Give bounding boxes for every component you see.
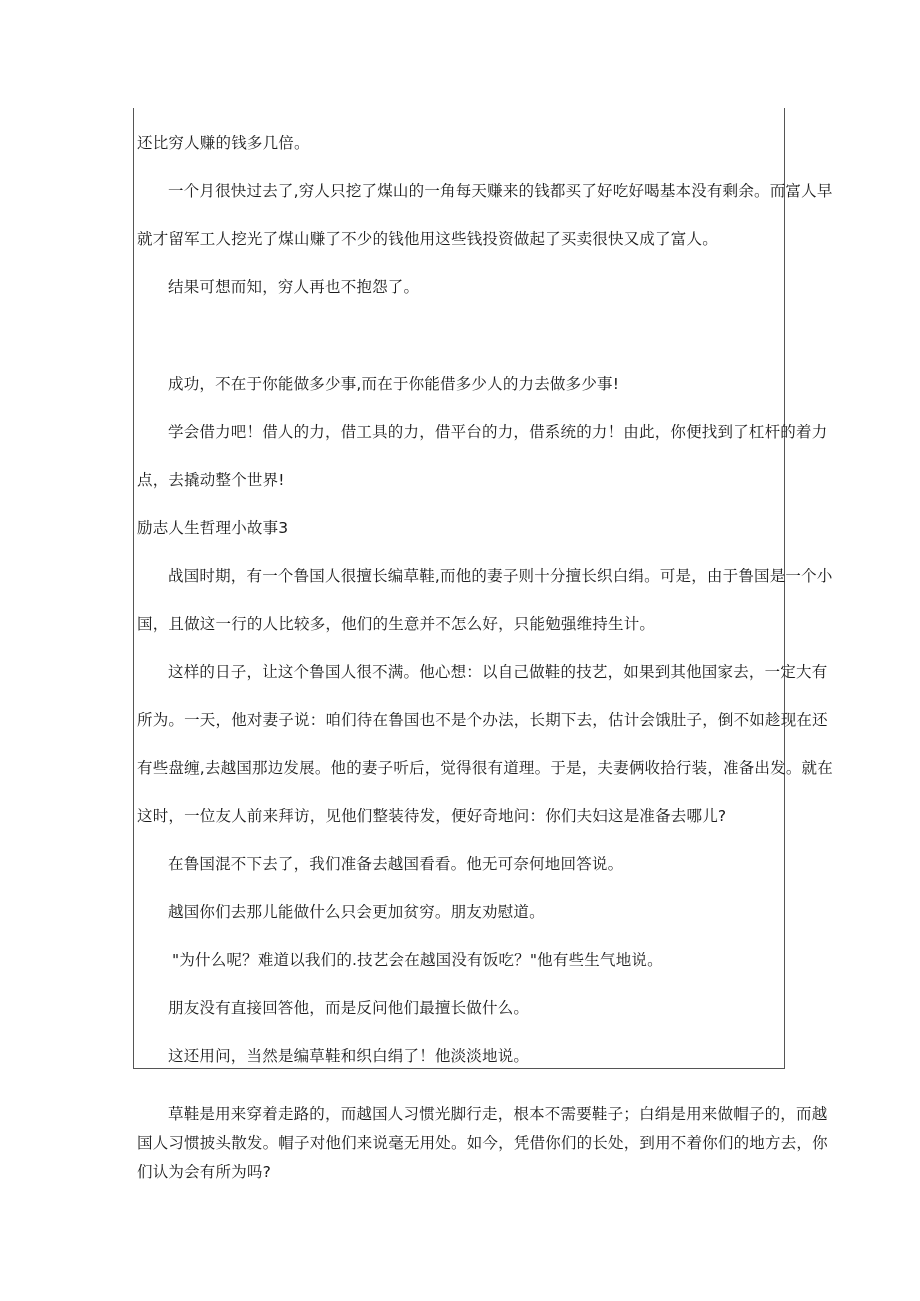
paragraph-line: 朋友没有直接回答他，而是反问他们最擅长做什么。 — [168, 999, 530, 1017]
paragraph-line: 这样的日子，让这个鲁国人很不满。他心想：以自己做鞋的技艺，如果到其他国家去，一定大有 — [168, 663, 828, 681]
table-cell-border — [133, 108, 785, 1069]
paragraph-line: 战国时期，有一个鲁国人很擅长编草鞋,而他的妻子则十分擅长织白绢。可是，由于鲁国是一个小 — [168, 567, 833, 585]
paragraph-line: "为什么呢？难道以我们的.技艺会在越国没有饭吃？"他有些生气地说。 — [172, 951, 663, 969]
paragraph-line: 就才留军工人挖光了煤山赚了不少的钱他用这些钱投资做起了买卖很快又成了富人。 — [137, 230, 718, 248]
paragraph-line: 在鲁国混不下去了，我们准备去越国看看。他无可奈何地回答说。 — [168, 855, 624, 873]
paragraph-line: 国人习惯披头散发。帽子对他们来说毫无用处。如今，凭借你们的长处，到用不着你们的地方去，你 — [137, 1134, 828, 1152]
paragraph-line: 们认为会有所为吗? — [137, 1163, 272, 1181]
paragraph-line: 一个月很快过去了,穷人只挖了煤山的一角每天赚来的钱都买了好吃好喝基本没有剩余。而富人早 — [168, 182, 833, 200]
paragraph-line: 还比穷人赚的钱多几倍。 — [137, 134, 310, 152]
paragraph-line: 有些盘缠,去越国那边发展。他的妻子听后，觉得很有道理。于是，夫妻俩收拾行装，准备出发。就在 — [137, 759, 833, 777]
paragraph-line: 学会借力吧！借人的力，借工具的力，借平台的力，借系统的力！由此，你便找到了杠杆的着力 — [168, 423, 828, 441]
section-heading: 励志人生哲理小故事3 — [137, 519, 289, 537]
paragraph-line: 国，且做这一行的人比较多，他们的生意并不怎么好，只能勉强维持生计。 — [137, 615, 656, 633]
paragraph-line: 结果可想而知，穷人再也不抱怨了。 — [168, 278, 420, 296]
paragraph-line: 草鞋是用来穿着走路的，而越国人习惯光脚行走，根本不需要鞋子；白绢是用来做帽子的，而越 — [168, 1105, 828, 1123]
paragraph-line: 所为。一天，他对妻子说：咱们待在鲁国也不是个办法，长期下去，估计会饿肚子，倒不如趁现在还 — [137, 711, 828, 729]
paragraph-line: 点，去撬动整个世界! — [137, 471, 285, 489]
paragraph-line: 越国你们去那儿能做什么只会更加贫穷。朋友劝慰道。 — [168, 903, 545, 921]
paragraph-line: 成功，不在于你能做多少事,而在于你能借多少人的力去做多少事! — [168, 375, 620, 393]
paragraph-line: 这还用问，当然是编草鞋和织白绢了！他淡淡地说。 — [168, 1047, 530, 1065]
paragraph-line: 这时，一位友人前来拜访，见他们整装待发，便好奇地问：你们夫妇这是准备去哪儿? — [137, 807, 727, 825]
